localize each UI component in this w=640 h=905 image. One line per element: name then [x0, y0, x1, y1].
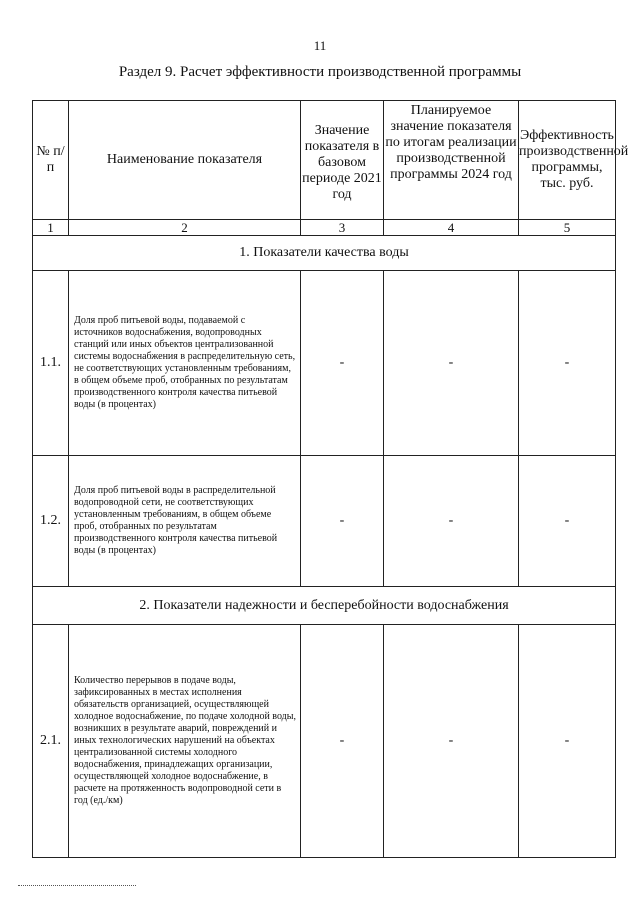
section-heading: 1. Показатели качества воды	[33, 236, 616, 271]
column-number: 2	[69, 220, 301, 236]
row-number: 2.1.	[33, 625, 69, 858]
header-name: Наименование показателя	[69, 101, 301, 220]
base-value: -	[301, 625, 384, 858]
column-number-row	[33, 220, 616, 236]
footnote-separator	[18, 885, 136, 886]
header-base-value: Значение показателя в базовом периоде 2021 год	[301, 101, 384, 220]
section-heading: 2. Показатели надежности и бесперебойности водоснабжения	[33, 587, 616, 625]
table-row	[33, 271, 616, 456]
planned-value: -	[384, 625, 519, 858]
column-number: 4	[384, 220, 519, 236]
section-row	[33, 236, 616, 271]
header-number: № п/п	[33, 101, 69, 220]
row-number: 1.2.	[33, 456, 69, 587]
indicator-name: Количество перерывов в подаче воды, зафиксированных в местах исполнения обязательств организацией, осуществляющей холодное водоснабжение, по подаче холодной воды, возникших в результате аварий, повреждений и иных технологических нарушений на объектах централизованной системы холодного водоснабжения, принадлежащих организации, осуществляющей холодное водоснабжение, в расчете на протяженность водопроводной сети в год (ед./км)	[69, 625, 301, 858]
planned-value: -	[384, 456, 519, 587]
column-number: 3	[301, 220, 384, 236]
header-row	[33, 101, 616, 220]
row-number: 1.1.	[33, 271, 69, 456]
column-number: 1	[33, 220, 69, 236]
header-efficiency: Эффективность производственной программы, тыс. руб.	[519, 101, 616, 220]
efficiency-table	[32, 100, 629, 858]
page-number: 11	[313, 38, 327, 53]
base-value: -	[301, 271, 384, 456]
section-title: Раздел 9. Расчет эффективности производственной программы	[118, 64, 522, 80]
header-planned-value: Планируемое значение показателя по итогам реализации производственной программы 2024 год	[384, 101, 519, 220]
efficiency-value: -	[519, 456, 616, 587]
efficiency-value: -	[519, 625, 616, 858]
efficiency-value: -	[519, 271, 616, 456]
planned-value: -	[384, 271, 519, 456]
section-row	[33, 587, 616, 625]
indicator-name: Доля проб питьевой воды, подаваемой с источников водоснабжения, водопроводных станций или иных объектов централизованной системы водоснабжения в распределительную сеть, не соответствующих установленным требованиям, в общем объеме проб, отобранных по результатам производственного контроля качества питьевой воды (в процентах)	[69, 271, 301, 456]
column-number: 5	[519, 220, 616, 236]
base-value: -	[301, 456, 384, 587]
indicator-name: Доля проб питьевой воды в распределительной водопроводной сети, не соответствующих установленным требованиям, в общем объеме проб, отобранных по результатам производственного контроля качества питьевой воды (в процентах)	[69, 456, 301, 587]
table-row	[33, 456, 616, 587]
table-row	[33, 625, 616, 858]
